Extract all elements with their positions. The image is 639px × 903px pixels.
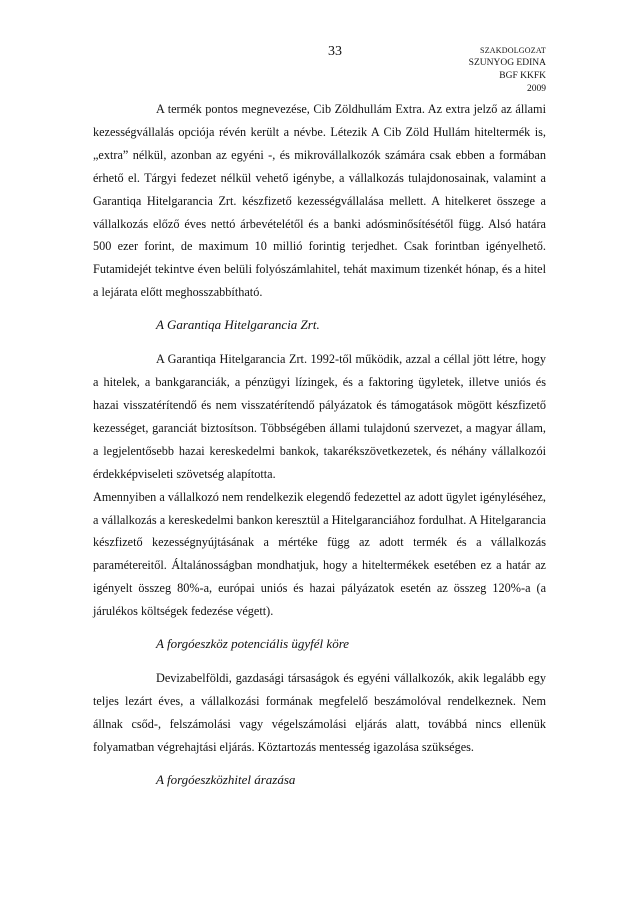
page-number: 33 [328, 44, 342, 59]
document-body [93, 98, 546, 803]
section-heading: A Garantiqa Hitelgarancia Zrt. [156, 317, 320, 333]
author-name: SZUNYOG EDINA [468, 58, 546, 68]
body-paragraph: Amennyiben a vállalkozó nem rendelkezik elegendő fedezettel az adott ügylet igényléséhez, a vállalkozás a kereskedelmi bankon keresztül a Hitelgaranciához fordulhat. A Hitelgarancia készfizető kezességnyújtásának a mértéke függ az adott termék és a vállalkozás paramétereitől. Általánosságban mondhatjuk, hogy a hiteltermékek esetében ez a határ az igényelt összeg 80%-a, európai uniós és hazai pályázatok esetén az összeg 120%-a (a járulékos költségek fedezése végett). [93, 489, 546, 619]
document-type-label: SZAKDOLGOZAT [480, 46, 546, 55]
document-year: 2009 [527, 84, 546, 94]
body-paragraph: A Garantiqa Hitelgarancia Zrt. 1992-től működik, azzal a céllal jött létre, hogy a hitelek, a bankgaranciák, a pénzügyi lízingek, és a faktoring ügyletek, illetve uniós és hazai visszatérítendő és nem visszatérítendő pályázatok és támogatások mögött készfizető kezességet, garanciát biztosítson. Többségében állami tulajdonú szervezet, a magyar állam, a legjelentősebb hazai kereskedelmi bankok, takarékszövetkezetek, és néhány vállalkozói érdekképviseleti szövetség alapította. [93, 352, 546, 481]
body-paragraph: A termék pontos megnevezése, Cib Zöldhullám Extra. Az extra jelző az állami kezességvállalás opciója révén került a névbe. Létezik A Cib Zöld Hullám hiteltermék is, „extra” nélkül, azonban az egyéni -, és mikrovállalkozók számára csak ebben a formában érhető el. Tárgyi fedezet nélkül vehető igénybe, a vállalkozás tulajdonosainak, valamint a Garantiqa Hitelgarancia Zrt. készfizető kezességvállalása mellett. A hitelkeret összege a vállalkozás előző éves nettó árbevételétől és a banki adósminősítésétől függ. Alsó határa 500 ezer forint, de maximum 10 millió forintig terjedhet. Csak forintban igényelhető. Futamidejét tekintve éven belüli folyószámlahitel, tehát maximum tizenkét hónap, és a hitel a lejárata előtt meghosszabbítható. [93, 102, 546, 300]
document-header [469, 44, 546, 96]
body-paragraph: Devizabelföldi, gazdasági társaságok és egyéni vállalkozók, akik legalább egy teljes lezárt éves, a vállalkozási formának megfelelő beszámolóval rendelkeznek. Nem állnak csőd-, felszámolási vagy végelszámolási eljárás alatt, továbbá nincs ellenük folyamatban végrehajtási eljárás. Köztartozás mentesség igazolása szükséges. [93, 671, 546, 754]
section-heading: A forgóeszköz potenciális ügyfél köre [156, 636, 350, 652]
institution-name: BGF KKFK [499, 71, 546, 81]
section-heading: A forgóeszközhitel árazása [156, 771, 296, 787]
